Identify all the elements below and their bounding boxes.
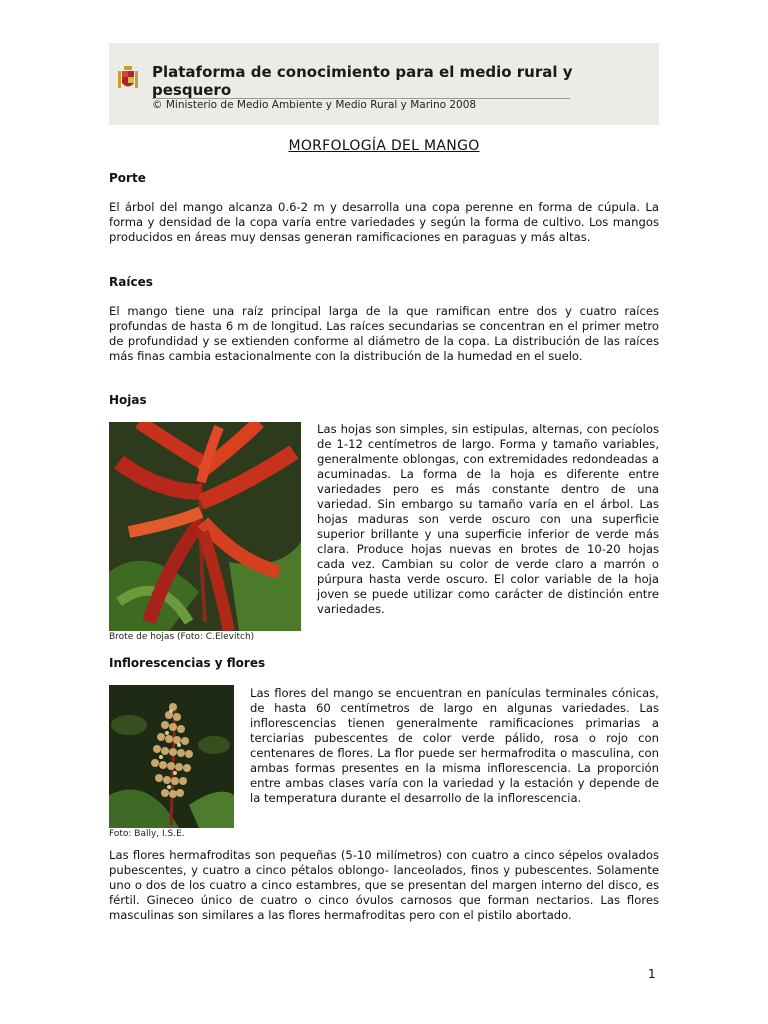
heading-porte: Porte [109, 171, 146, 185]
heading-hojas: Hojas [109, 393, 147, 407]
heading-flores: Inflorescencias y flores [109, 656, 266, 670]
document-header [109, 43, 659, 125]
flowers-photo-caption: Foto: Bally, I.S.E. [109, 829, 185, 839]
paragraph-flores: Las flores del mango se encuentran en panículas terminales cónicas, de hasta 60 centímetros de largo en algunas variedades. Las inflorescencias tienen generalmente ramificaciones primarias a terciarias pubescentes de color verde pálido, rosa o rojo con centenares de flores. La flor puede ser hermafrodita o masculina, con ambas formas presentes en la misma inflorescencia. La proporción entre ambas clases varía con la variedad y la estación y depende de la temperatura durante el desarrollo de la inflorescencia. [250, 686, 659, 805]
copyright-line: © Ministerio de Medio Ambiente y Medio Rural y Marino 2008 [152, 99, 477, 111]
heading-raices: Raíces [109, 275, 153, 289]
paragraph-flores-hermafroditas: Las flores hermafroditas son pequeñas (5-10 milímetros) con cuatro a cinco sépelos ovalados pubescentes, y cuatro a cinco pétalos oblongo- lanceolados, finos y pubescentes. Solamente uno o dos de los cuatro a cinco estambres, que se presentan del margen interno del disco, es fértil. Gineceo único de cuatro o cinco óvulos carnosos que forman nectarios. Las flores masculinas son similares a las flores hermafroditas pero con el pistilo abortado. [109, 848, 659, 922]
coat-of-arms-icon [116, 66, 140, 92]
mango-leaves-photo [109, 422, 301, 631]
paragraph-porte: El árbol del mango alcanza 0.6-2 m y desarrolla una copa perenne en forma de cúpula. La forma y densidad de la copa varía entre variedades y según la forma de cultivo. Los mangos producidos en áreas muy densas generan ramificaciones en paraguas y más altas. [109, 200, 659, 244]
platform-title: Plataforma de conocimiento para el medio rural y pesquero [152, 63, 573, 99]
leaves-photo-caption: Brote de hojas (Foto: C.Elevitch) [109, 632, 255, 642]
document-title: MORFOLOGÍA DEL MANGO [288, 138, 480, 154]
page-number: 1 [648, 967, 656, 981]
paragraph-raices: El mango tiene una raíz principal larga de la que ramifican entre dos y cuatro raíces profundas de hasta 6 m de longitud. Las raíces secundarias se concentran en el primer metro de profundidad y se extienden conforme al diámetro de la copa. La distribución de las raíces más finas cambia estacionalmente con la distribución de la humedad en el suelo. [109, 304, 659, 363]
mango-flowers-photo [109, 685, 234, 828]
paragraph-hojas: Las hojas son simples, sin estipulas, alternas, con pecíolos de 1-12 centímetros de largo. Forma y tamaño variables, generalmente oblongas, con extremidades redondeadas a acuminadas. La forma de la hoja es diferente entre variedades pero es más constante dentro de una variedad. Sin embargo su tamaño varía en el árbol. Las hojas maduras son verde oscuro con una superficie superior brillante y una superficie inferior de verde más clara. Produce hojas nuevas en brotes de 10-20 hojas cada vez. Cambian su color de verde claro a marrón o púrpura hasta verde oscuro. El color variable de la hoja joven se puede utilizar como carácter de distinción entre variedades. [317, 422, 659, 616]
